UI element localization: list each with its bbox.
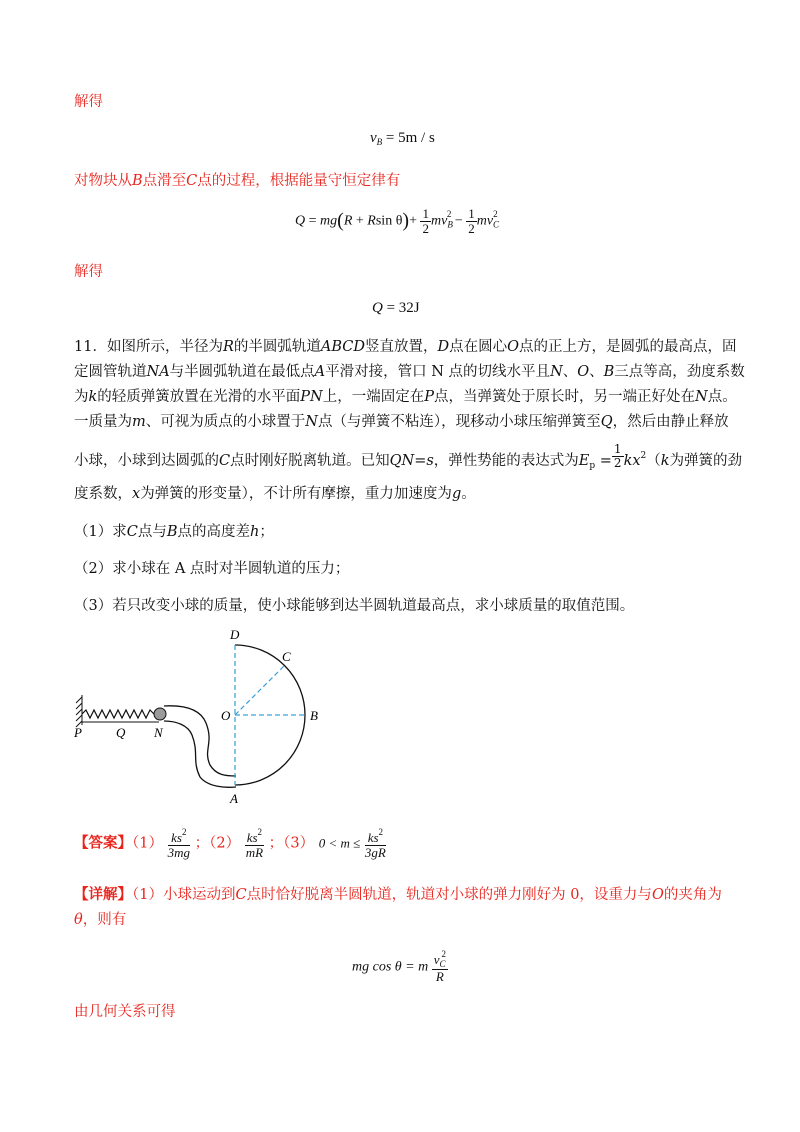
- problem-line-5: 小球，小球到达圆弧的C点时刚好脱离轨道。已知QN=s，弹性势能的表达式为$E_p$ = $\frac{1}{2}$ $kx^2(k$为弹簧的劲: [74, 441, 743, 471]
- detail-line-2: θ，则有: [74, 912, 127, 928]
- label-Q: Q: [116, 725, 126, 740]
- label-C: C: [282, 649, 291, 664]
- solve-label-2: 解得: [74, 264, 103, 280]
- detail-line-1: 【详解】（1）小球运动到C点时恰好脱离半圆轨道，轨道对小球的弹力刚好为 0，设重力与O的夹角为: [74, 886, 722, 903]
- tube-inner-wall: [164, 721, 236, 787]
- label-B: B: [310, 708, 318, 723]
- dashed-guides: [235, 645, 305, 785]
- label-A: A: [230, 791, 238, 805]
- wall-hatching: [76, 695, 82, 727]
- solve-label-1: 解得: [74, 94, 103, 110]
- question-1: （1）求C点与B点的高度差h；: [74, 524, 274, 540]
- problem-line-4: 一质量为m、可视为质点的小球置于N点（与弹簧不粘连），现移动小球压缩弹簧至Q，然后由静止释放: [74, 414, 729, 430]
- track-diagram: [60, 625, 340, 805]
- spring: [82, 710, 156, 718]
- problem-line-2: 定圆管轨道NA与半圆弧轨道在最低点A平滑对接，管口 N 点的切线水平且N、O、B三点等高，劲度系数: [74, 364, 745, 380]
- label-D: D: [230, 627, 240, 642]
- energy-statement: 对物块从B点滑至C点的过程，根据能量守恒定律有: [74, 173, 401, 189]
- question-3: （3）若只改变小球的质量，使小球能够到达半圆轨道最高点，求小球质量的取值范围。: [74, 598, 635, 614]
- problem-line-3: 为k的轻质弹簧放置在光滑的水平面PN上，一端固定在P点，当弹簧处于原长时，另一端正好处在N点。: [74, 389, 737, 405]
- equation-vb: $v_B = 5m / s$: [370, 130, 435, 147]
- geometry-label: 由几何关系可得: [74, 1004, 176, 1020]
- label-N: N: [154, 725, 163, 740]
- label-P: P: [74, 725, 82, 740]
- equation-q-energy: Q = mg(R + Rsin θ)+ $\frac{1}{2}$ $mv_B^2$ − $\frac{1}{2}$ $mv_C^2$: [295, 206, 500, 236]
- equation-centripetal: mg cos θ = m $\frac{v_C^2}{R}$: [352, 949, 447, 985]
- answer-line: 【答案】（1） $\frac{ks^2}{3mg}$ ；（2） $\frac{ks^2}{mR}$ ；（3） 0 < m ≤ $\frac{ks^2}{3gR}$: [74, 827, 386, 860]
- label-O: O: [221, 708, 231, 723]
- question-2: （2）求小球在 A 点时对半圆轨道的压力；: [74, 561, 350, 577]
- equation-q-value: Q = 32J: [372, 300, 420, 316]
- problem-line-1: 11．如图所示，半径为R的半圆弧轨道ABCD竖直放置，D点在圆心O点的正上方，是圆弧的最高点，固: [74, 339, 737, 355]
- ball: [154, 708, 166, 720]
- problem-line-6: 度系数，x为弹簧的形变量），不计所有摩擦，重力加速度为g。: [74, 486, 476, 502]
